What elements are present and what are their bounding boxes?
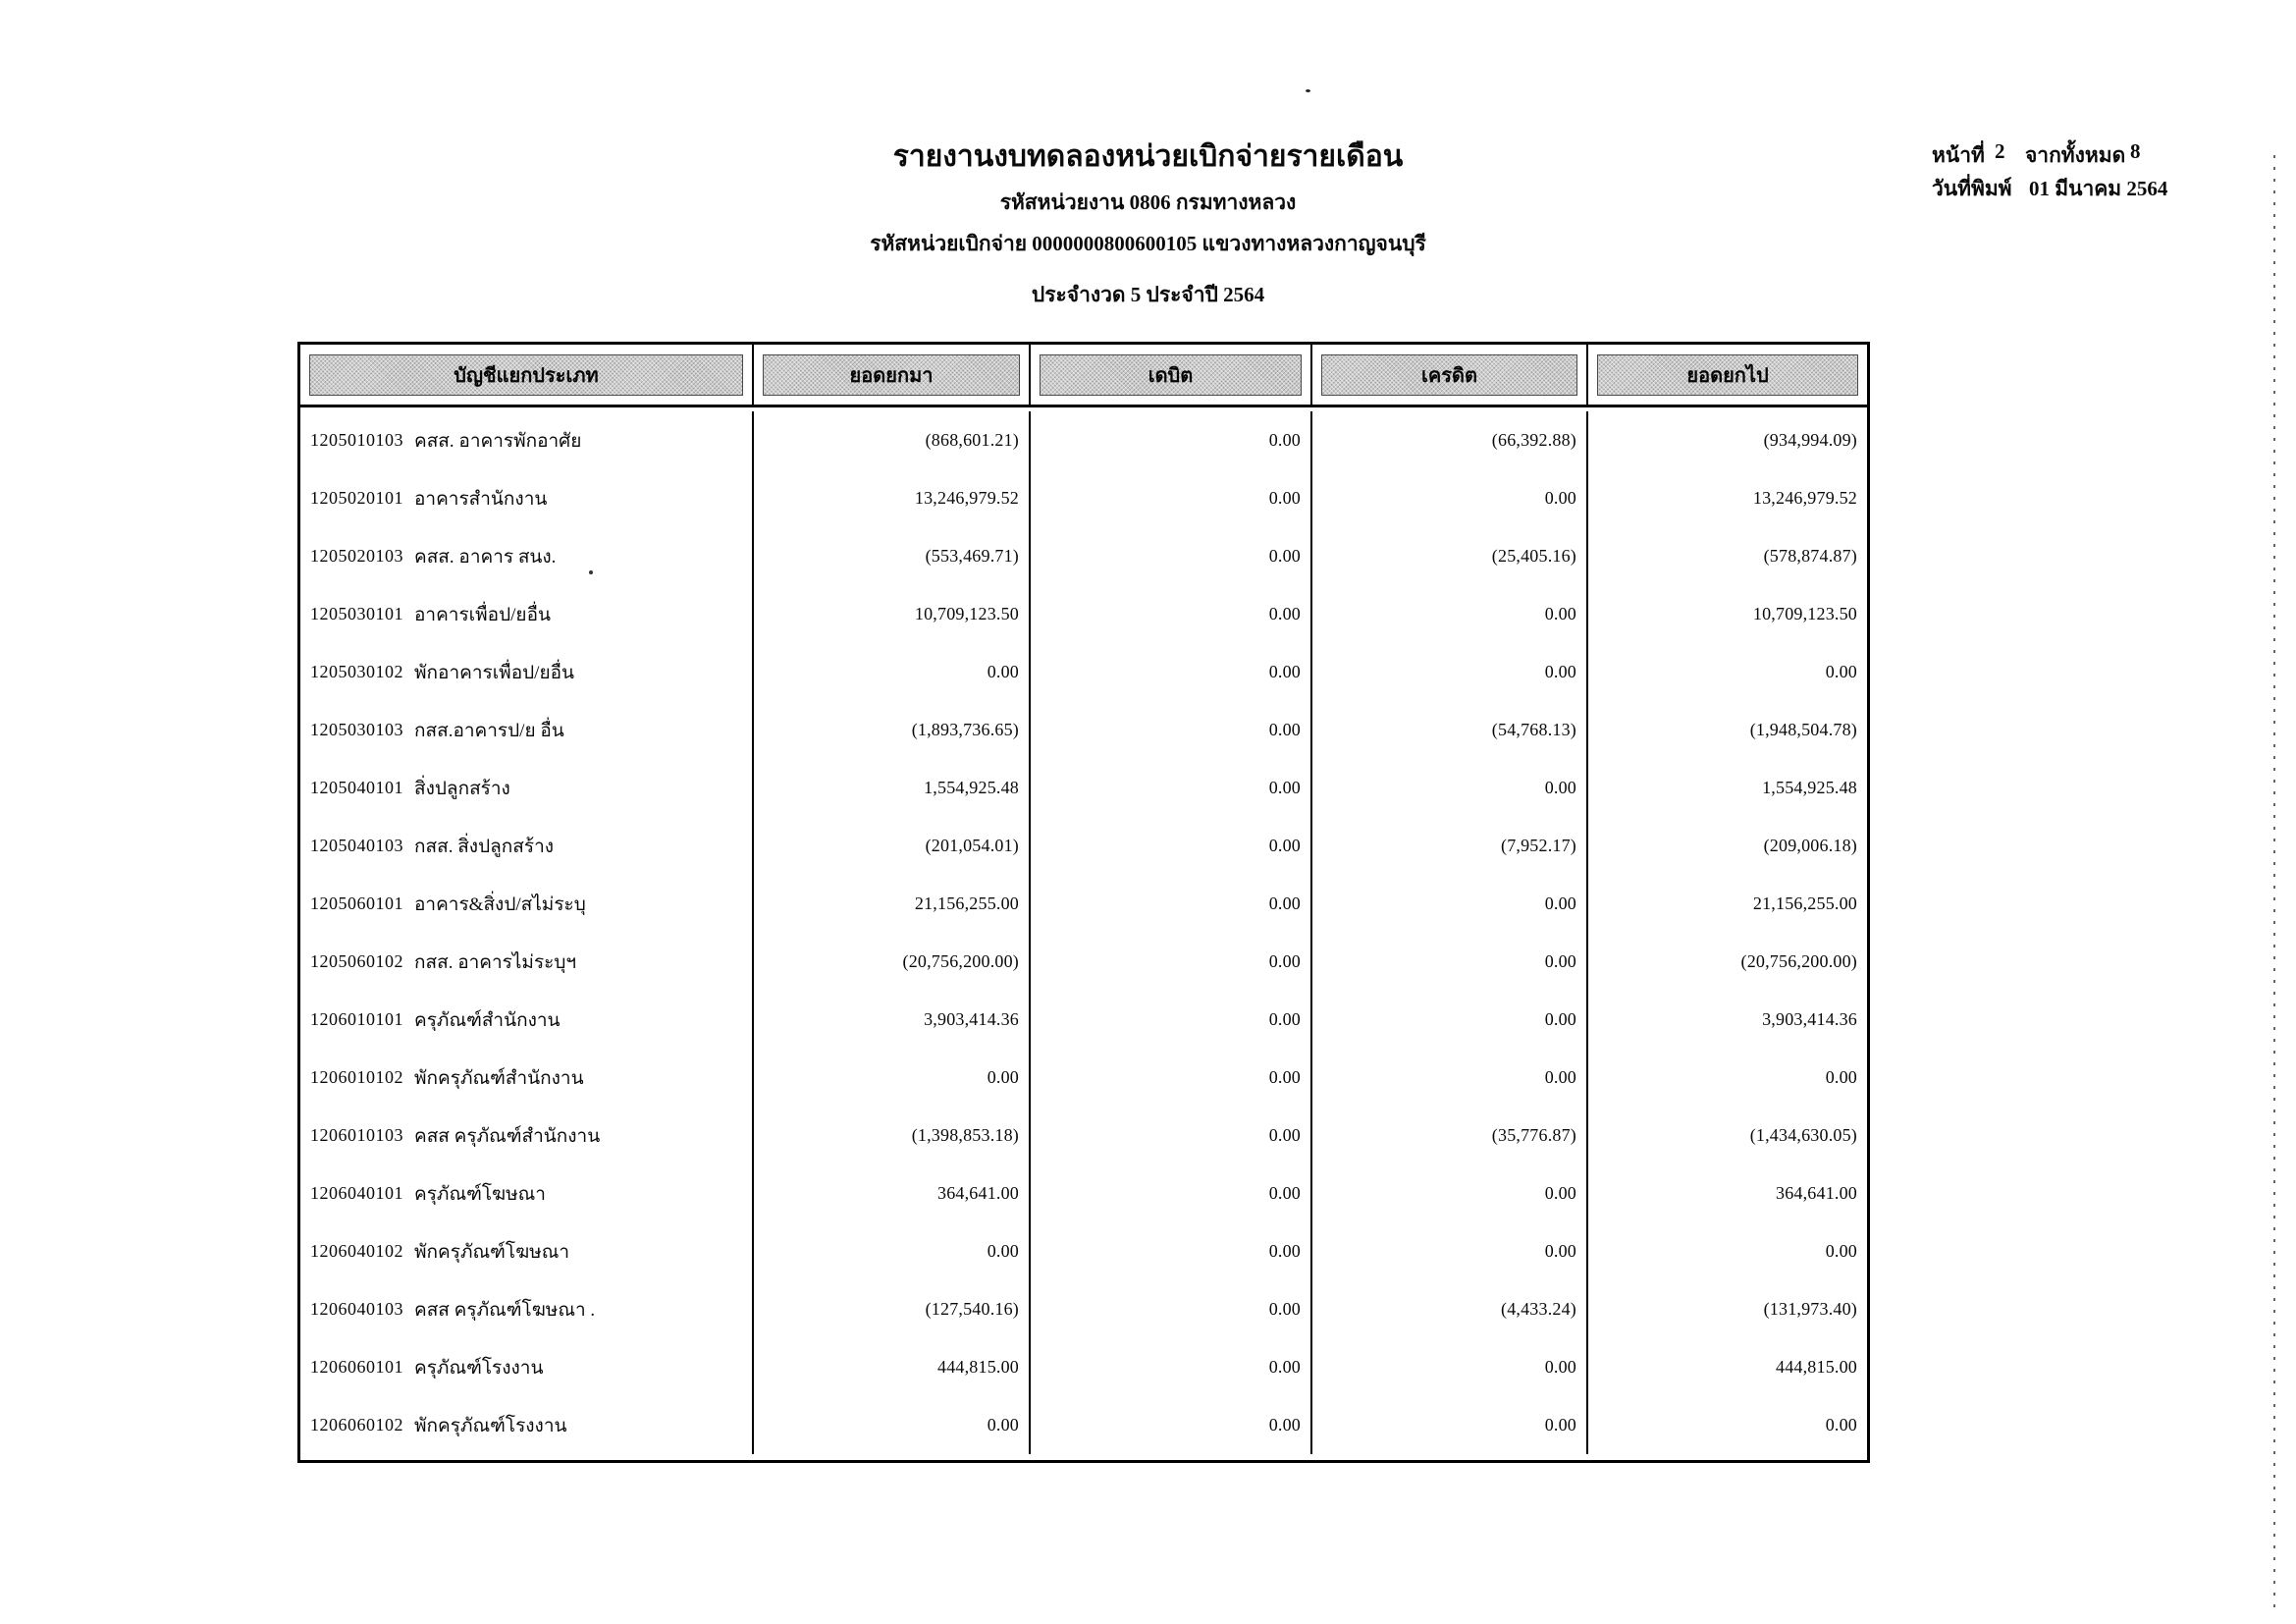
amount-carry-forward: 3,903,414.36: [754, 991, 1031, 1049]
account-name: คสส. อาคารพักอาศัย: [414, 430, 582, 452]
amount-carry-out: 3,903,414.36: [1762, 1009, 1857, 1029]
account-cell: [300, 1222, 754, 1280]
amount-credit: 0.00: [1312, 1049, 1588, 1107]
amount-carry-out: 1,554,925.48: [1762, 778, 1857, 797]
account-name: พักครุภัณฑ์โฆษณา: [414, 1241, 569, 1263]
amount-debit: 0.00: [1031, 991, 1312, 1049]
amount-carry-forward: 364,641.00: [754, 1164, 1031, 1222]
amount-credit: 0.00: [1312, 585, 1588, 643]
amount-carry-forward: (127,540.16): [754, 1280, 1031, 1338]
account-cell: [300, 1280, 754, 1338]
account-code: 1205020103: [310, 546, 403, 566]
account-code: 1205030102: [310, 662, 403, 681]
account-code: 1205010103: [310, 430, 403, 450]
account-name: พักครุภัณฑ์สำนักงาน: [414, 1067, 584, 1089]
account-name: สิ่งปลูกสร้าง: [414, 778, 510, 799]
column-header-account: บัญชีแยกประเภท: [300, 345, 754, 405]
org-code-line: รหัสหน่วยงาน 0806 กรมทางหลวง: [999, 190, 1297, 214]
account-cell: [300, 991, 754, 1049]
account-cell: [300, 469, 754, 527]
amount-credit: 0.00: [1312, 643, 1588, 701]
amount-carry-forward: (1,398,853.18): [754, 1107, 1031, 1164]
scan-artifact-dot: [589, 570, 593, 574]
amount-carry-forward: (1,893,736.65): [754, 701, 1031, 759]
account-cell: [300, 585, 754, 643]
amount-debit: 0.00: [1031, 701, 1312, 759]
amount-carry-forward: (553,469.71): [754, 527, 1031, 585]
account-name: ครุภัณฑ์โรงงาน: [414, 1357, 544, 1379]
amount-debit: 0.00: [1031, 1396, 1312, 1454]
page-number-value: 2: [1995, 139, 2005, 163]
amount-debit: 0.00: [1031, 759, 1312, 817]
account-cell: [300, 1107, 754, 1164]
amount-credit: (4,433.24): [1312, 1280, 1588, 1338]
account-name: ครุภัณฑ์โฆษณา: [414, 1183, 546, 1205]
amount-credit: (7,952.17): [1312, 817, 1588, 875]
amount-debit: 0.00: [1031, 1107, 1312, 1164]
amount-carry-forward: 0.00: [754, 1222, 1031, 1280]
amount-debit: 0.00: [1031, 1338, 1312, 1396]
amount-carry-out: 21,156,255.00: [1752, 893, 1857, 913]
account-code: 1206040103: [310, 1299, 403, 1319]
disbursement-unit-line: รหัสหน่วยเบิกจ่าย 0000000800600105 แขวงทางหลวงกาญจนบุรี: [870, 232, 1426, 255]
page-info: [1932, 139, 2295, 208]
amount-carry-forward: 0.00: [754, 1049, 1031, 1107]
amount-credit: 0.00: [1312, 759, 1588, 817]
account-name: คสส. อาคาร สนง.: [414, 546, 557, 568]
table-body: [300, 407, 1867, 1454]
account-cell: [300, 817, 754, 875]
amount-carry-forward: 1,554,925.48: [754, 759, 1031, 817]
trial-balance-table: [297, 342, 1870, 1463]
amount-carry-out: (209,006.18): [1763, 836, 1857, 855]
account-name: กสส. อาคารไม่ระบุฯ: [414, 951, 577, 973]
period-line: ประจำงวด 5 ประจำปี 2564: [1031, 283, 1265, 306]
page-number-label: หน้าที่: [1932, 143, 1985, 167]
account-name: กสส.อาคารป/ย อื่น: [414, 720, 564, 741]
account-name: อาคาร&สิ่งป/สไม่ระบุ: [414, 893, 586, 915]
account-cell: [300, 1049, 754, 1107]
amount-carry-out: 0.00: [1825, 662, 1857, 681]
amount-carry-forward: 21,156,255.00: [754, 875, 1031, 933]
account-name: คสส ครุภัณฑ์โฆษณา .: [414, 1299, 596, 1321]
amount-carry-forward: 13,246,979.52: [754, 469, 1031, 527]
amount-carry-out: 13,246,979.52: [1752, 488, 1857, 508]
amount-credit: 0.00: [1312, 1164, 1588, 1222]
amount-debit: 0.00: [1031, 1280, 1312, 1338]
amount-debit: 0.00: [1031, 1222, 1312, 1280]
account-code: 1206060102: [310, 1415, 403, 1435]
amount-carry-out: (934,994.09): [1763, 430, 1857, 450]
total-pages-value: 8: [2130, 139, 2141, 163]
amount-carry-out: (578,874.87): [1763, 546, 1857, 566]
amount-carry-out: 364,641.00: [1776, 1183, 1857, 1203]
column-header-carry-forward: ยอดยกมา: [754, 345, 1031, 405]
account-code: 1205040101: [310, 778, 403, 797]
amount-carry-forward: (20,756,200.00): [754, 933, 1031, 991]
account-code: 1206010101: [310, 1009, 403, 1029]
amount-credit: 0.00: [1312, 469, 1588, 527]
amount-carry-out: (131,973.40): [1763, 1299, 1857, 1319]
account-name: พักอาคารเพื่อป/ยอื่น: [414, 662, 574, 683]
amount-debit: 0.00: [1031, 469, 1312, 527]
amount-carry-out: 0.00: [1825, 1241, 1857, 1261]
amount-carry-forward: 10,709,123.50: [754, 585, 1031, 643]
amount-carry-forward: (868,601.21): [754, 411, 1031, 469]
amount-debit: 0.00: [1031, 1164, 1312, 1222]
amount-credit: 0.00: [1312, 875, 1588, 933]
column-header-carry-out: ยอดยกไป: [1588, 345, 1867, 405]
amount-carry-out: 0.00: [1825, 1415, 1857, 1435]
amount-carry-out: 10,709,123.50: [1752, 604, 1857, 623]
amount-debit: 0.00: [1031, 817, 1312, 875]
amount-debit: 0.00: [1031, 585, 1312, 643]
account-name: คสส ครุภัณฑ์สำนักงาน: [414, 1125, 601, 1147]
amount-credit: (35,776.87): [1312, 1107, 1588, 1164]
print-date-value: 01 มีนาคม 2564: [2029, 177, 2168, 200]
amount-debit: 0.00: [1031, 411, 1312, 469]
account-code: 1206040101: [310, 1183, 403, 1203]
amount-carry-forward: (201,054.01): [754, 817, 1031, 875]
amount-credit: 0.00: [1312, 1222, 1588, 1280]
amount-credit: (25,405.16): [1312, 527, 1588, 585]
column-header-debit: เดบิต: [1031, 345, 1312, 405]
account-name: กสส. สิ่งปลูกสร้าง: [414, 836, 555, 857]
amount-debit: 0.00: [1031, 527, 1312, 585]
amount-credit: 0.00: [1312, 991, 1588, 1049]
scan-artifact-dot: [1306, 89, 1310, 92]
account-code: 1205060102: [310, 951, 403, 971]
account-name: ครุภัณฑ์สำนักงาน: [414, 1009, 561, 1031]
amount-carry-out: (1,434,630.05): [1749, 1125, 1857, 1145]
amount-debit: 0.00: [1031, 643, 1312, 701]
account-cell: [300, 933, 754, 991]
amount-carry-out: 0.00: [1825, 1067, 1857, 1087]
amount-carry-forward: 0.00: [754, 643, 1031, 701]
account-cell: [300, 701, 754, 759]
amount-carry-out: (1,948,504.78): [1749, 720, 1857, 739]
account-cell: [300, 643, 754, 701]
amount-carry-out: (20,756,200.00): [1740, 951, 1857, 971]
amount-carry-forward: 444,815.00: [754, 1338, 1031, 1396]
scan-artifact-margin-line: [2273, 155, 2275, 1608]
account-cell: [300, 527, 754, 585]
account-cell: [300, 1396, 754, 1454]
account-code: 1206010103: [310, 1125, 403, 1145]
account-code: 1205030103: [310, 720, 403, 739]
account-code: 1206040102: [310, 1241, 403, 1261]
account-code: 1206010102: [310, 1067, 403, 1087]
account-code: 1205040103: [310, 836, 403, 855]
account-code: 1206060101: [310, 1357, 403, 1377]
print-date-label: วันที่พิมพ์: [1932, 177, 2012, 200]
account-name: อาคารสำนักงาน: [414, 488, 548, 510]
account-code: 1205060101: [310, 893, 403, 913]
amount-credit: (54,768.13): [1312, 701, 1588, 759]
amount-debit: 0.00: [1031, 1049, 1312, 1107]
account-cell: [300, 759, 754, 817]
amount-credit: 0.00: [1312, 1338, 1588, 1396]
amount-carry-forward: 0.00: [754, 1396, 1031, 1454]
table-header-row: [300, 345, 1867, 407]
account-cell: [300, 1338, 754, 1396]
account-name: อาคารเพื่อป/ยอื่น: [414, 604, 551, 625]
total-pages-label: จากทั้งหมด: [2025, 143, 2126, 167]
account-cell: [300, 875, 754, 933]
amount-debit: 0.00: [1031, 933, 1312, 991]
amount-credit: 0.00: [1312, 933, 1588, 991]
account-name: พักครุภัณฑ์โรงงาน: [414, 1415, 567, 1436]
account-code: 1205030101: [310, 604, 403, 623]
amount-credit: (66,392.88): [1312, 411, 1588, 469]
account-code: 1205020101: [310, 488, 403, 508]
column-header-credit: เครดิต: [1312, 345, 1588, 405]
amount-debit: 0.00: [1031, 875, 1312, 933]
account-cell: [300, 1164, 754, 1222]
page-title: รายงานงบทดลองหน่วยเบิกจ่ายรายเดือน: [892, 140, 1404, 173]
amount-credit: 0.00: [1312, 1396, 1588, 1454]
account-cell: [300, 411, 754, 469]
amount-carry-out: 444,815.00: [1776, 1357, 1857, 1377]
